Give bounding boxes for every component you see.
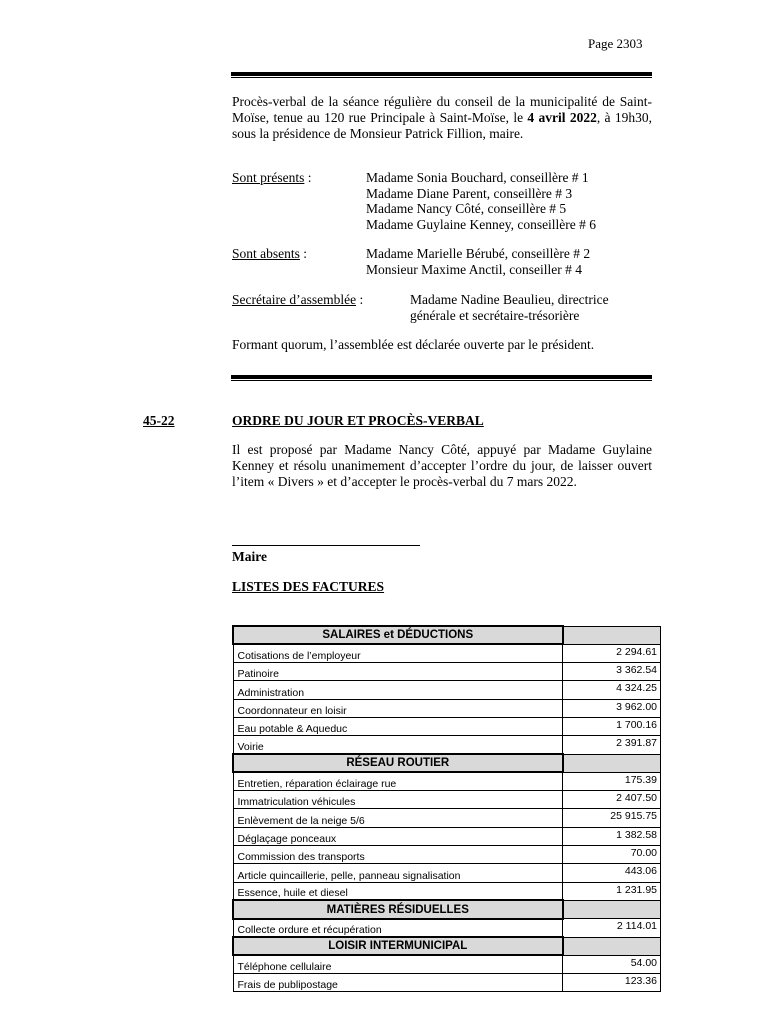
page-number: Page 2303: [588, 36, 643, 51]
invoice-amount: 54.00: [563, 955, 661, 973]
meeting-date: 4 avril 2022: [527, 110, 597, 125]
absent-members-list: [366, 246, 590, 277]
invoice-row: [233, 663, 661, 681]
section-title: RÉSEAU ROUTIER: [233, 754, 563, 772]
secretary-label: Secrétaire d’assemblée :: [232, 292, 364, 307]
invoice-row: [233, 864, 661, 882]
invoice-amount: 3 362.54: [563, 663, 661, 681]
invoice-table: [232, 625, 661, 992]
resolution-body: Il est proposé par Madame Nancy Côté, appuyé par Madame Guylaine Kenney et résolu unanimement d’accepter l’ordre du jour, de laisser ouvert l’item « Divers » et d’accepter le procès-verbal du 7 mars 2022.: [232, 442, 652, 489]
section-header-row: [233, 626, 661, 644]
absent-member: Monsieur Maxime Anctil, conseiller # 4: [366, 261, 582, 277]
present-member: Madame Guylaine Kenney, conseillère # 6: [366, 216, 597, 232]
invoice-label: Administration: [233, 681, 563, 699]
resolution-title: ORDRE DU JOUR ET PROCÈS-VERBAL: [232, 413, 484, 428]
invoice-amount: 2 114.01: [563, 919, 661, 937]
invoice-row: [233, 644, 661, 662]
invoice-row: [233, 736, 661, 754]
absent-label: Sont absents :: [232, 246, 308, 261]
invoice-label: Cotisations de l’employeur: [233, 644, 563, 662]
invoice-amount: 2 391.87: [563, 736, 661, 754]
invoice-amount: 70.00: [563, 846, 661, 864]
invoice-amount: 1 700.16: [563, 717, 661, 735]
invoice-label: Frais de publipostage: [233, 974, 563, 992]
invoice-label: Immatriculation véhicules: [233, 791, 563, 809]
invoice-row: [233, 772, 661, 790]
invoice-amount: 3 962.00: [563, 699, 661, 717]
invoice-amount: 175.39: [563, 772, 661, 790]
invoice-row: [233, 717, 661, 735]
section-header-row: [233, 937, 661, 955]
section-header-row: [233, 900, 661, 918]
section-header-row: [233, 754, 661, 772]
invoice-amount: 25 915.75: [563, 809, 661, 827]
invoice-amount: 123.36: [563, 974, 661, 992]
invoice-row: [233, 882, 661, 900]
invoice-row: [233, 974, 661, 992]
section-title: LOISIR INTERMUNICIPAL: [233, 937, 563, 955]
meeting-intro-paragraph: [232, 94, 652, 142]
intro-text-end: , à 19h30, sous la présidence de Monsieur Patrick Fillion, maire.: [232, 110, 652, 141]
present-label: Sont présents :: [232, 170, 312, 185]
invoice-list-title: LISTES DES FACTURES: [232, 579, 385, 594]
invoice-label: Collecte ordure et récupération: [233, 919, 563, 937]
invoice-amount: 4 324.25: [563, 681, 661, 699]
bottom-double-rule: [231, 375, 652, 379]
section-title: SALAIRES et DÉDUCTIONS: [233, 626, 563, 644]
intro-text-start: Procès-verbal de la séance régulière du conseil de la municipalité de Saint-Moïse, tenue au 120 rue Principale à Saint-Moïse, le: [232, 94, 652, 125]
invoice-label: Enlèvement de la neige 5/6: [233, 809, 563, 827]
invoice-row: [233, 827, 661, 845]
invoice-label: Coordonnateur en loisir: [233, 699, 563, 717]
invoice-label: Eau potable & Aqueduc: [233, 717, 563, 735]
resolution-number: 45-22: [143, 413, 175, 428]
invoice-amount: 1 382.58: [563, 827, 661, 845]
invoice-label: Commission des transports: [233, 846, 563, 864]
invoice-label: Entretien, réparation éclairage rue: [233, 772, 563, 790]
invoice-label: Article quincaillerie, pelle, panneau signalisation: [233, 864, 563, 882]
signature-line: [232, 545, 420, 546]
invoice-label: Patinoire: [233, 663, 563, 681]
secretary-name: Madame Nadine Beaulieu, directrice générale et secrétaire-trésorière: [410, 292, 609, 323]
invoice-row: [233, 919, 661, 937]
invoice-row: [233, 791, 661, 809]
quorum-paragraph: Formant quorum, l’assemblée est déclarée ouverte par le président.: [232, 337, 595, 352]
invoice-amount: 443.06: [563, 864, 661, 882]
invoice-row: [233, 809, 661, 827]
invoice-amount: 2 294.61: [563, 644, 661, 662]
signature-label: Maire: [232, 549, 267, 564]
section-title: MATIÈRES RÉSIDUELLES: [233, 900, 563, 918]
invoice-row: [233, 699, 661, 717]
invoice-row: [233, 681, 661, 699]
present-member: Madame Nancy Côté, conseillère # 5: [366, 201, 567, 216]
invoice-label: Voirie: [233, 736, 563, 754]
present-member: Madame Sonia Bouchard, conseillère # 1: [366, 170, 589, 185]
invoice-row: [233, 846, 661, 864]
top-double-rule: [231, 72, 652, 76]
invoice-label: Essence, huile et diesel: [233, 882, 563, 900]
invoice-row: [233, 955, 661, 973]
invoice-label: Déglaçage ponceaux: [233, 827, 563, 845]
invoice-label: Téléphone cellulaire: [233, 955, 563, 973]
present-members-list: [366, 170, 596, 232]
invoice-amount: 2 407.50: [563, 791, 661, 809]
invoice-amount: 1 231.95: [563, 882, 661, 900]
present-member: Madame Diane Parent, conseillère # 3: [366, 185, 573, 201]
absent-member: Madame Marielle Bérubé, conseillère # 2: [366, 246, 591, 261]
